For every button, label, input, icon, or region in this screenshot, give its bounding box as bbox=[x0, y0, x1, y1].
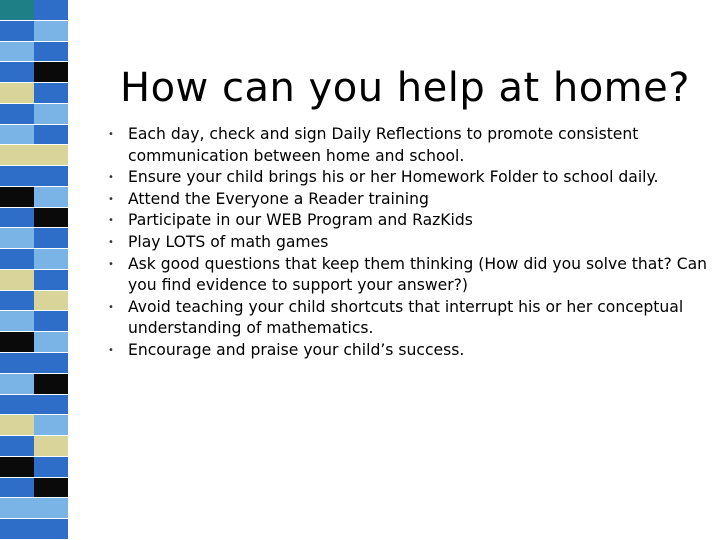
bullet-dot-icon: • bbox=[108, 236, 114, 248]
stripe-segment bbox=[0, 270, 34, 291]
bullet-text: Play LOTS of math games bbox=[128, 232, 329, 251]
stripe-segment bbox=[0, 187, 34, 208]
stripe-segment bbox=[0, 519, 34, 540]
stripe-segment bbox=[0, 353, 34, 374]
bullet-dot-icon: • bbox=[108, 258, 114, 270]
bullet-text: Avoid teaching your child shortcuts that interrupt his or her conceptual understanding of mathematics. bbox=[128, 297, 684, 338]
stripe-segment bbox=[34, 415, 68, 436]
slide-title: How can you help at home? bbox=[120, 64, 690, 111]
bullet-item bbox=[108, 232, 713, 254]
bullet-dot-icon: • bbox=[108, 344, 114, 356]
stripe-column-right bbox=[34, 0, 68, 540]
decorative-stripe-bar bbox=[0, 0, 68, 540]
bullet-item bbox=[108, 210, 713, 232]
bullet-text: Encourage and praise your child’s success. bbox=[128, 340, 465, 359]
stripe-segment bbox=[34, 62, 68, 83]
stripe-segment bbox=[34, 0, 68, 21]
stripe-segment bbox=[34, 353, 68, 374]
bullet-text: Each day, check and sign Daily Reflections to promote consistent communication between home and school. bbox=[128, 125, 639, 165]
stripe-segment bbox=[0, 374, 34, 395]
stripe-segment bbox=[0, 21, 34, 42]
stripe-segment bbox=[0, 395, 34, 416]
stripe-segment bbox=[34, 311, 68, 332]
bullet-dot-icon: • bbox=[108, 193, 114, 205]
stripe-segment bbox=[0, 332, 34, 353]
stripe-segment bbox=[34, 104, 68, 125]
bullet-item bbox=[108, 297, 713, 340]
bullet-text: Attend the Everyone a Reader training bbox=[128, 189, 429, 208]
stripe-segment bbox=[34, 42, 68, 63]
stripe-segment bbox=[0, 42, 34, 63]
stripe-segment bbox=[34, 436, 68, 457]
bullet-dot-icon: • bbox=[108, 215, 114, 227]
stripe-segment bbox=[0, 145, 34, 166]
stripe-segment bbox=[34, 291, 68, 312]
stripe-segment bbox=[0, 249, 34, 270]
bullet-item bbox=[108, 124, 713, 167]
stripe-segment bbox=[0, 498, 34, 519]
stripe-segment bbox=[0, 457, 34, 478]
stripe-segment bbox=[34, 457, 68, 478]
bullet-item bbox=[108, 340, 713, 362]
stripe-segment bbox=[0, 166, 34, 187]
bullet-text: Participate in our WEB Program and RazKids bbox=[128, 211, 473, 230]
stripe-segment bbox=[34, 332, 68, 353]
stripe-segment bbox=[0, 125, 34, 146]
stripe-segment bbox=[34, 228, 68, 249]
stripe-segment bbox=[0, 0, 34, 21]
stripe-segment bbox=[34, 249, 68, 270]
stripe-segment bbox=[34, 125, 68, 146]
stripe-segment bbox=[34, 83, 68, 104]
bullet-list bbox=[108, 124, 713, 362]
stripe-segment bbox=[34, 145, 68, 166]
stripe-column-left bbox=[0, 0, 34, 540]
stripe-segment bbox=[34, 270, 68, 291]
stripe-segment bbox=[34, 498, 68, 519]
bullet-item bbox=[108, 189, 713, 211]
stripe-segment bbox=[34, 374, 68, 395]
stripe-segment bbox=[0, 311, 34, 332]
stripe-segment bbox=[34, 166, 68, 187]
stripe-segment bbox=[34, 478, 68, 499]
stripe-segment bbox=[34, 395, 68, 416]
bullet-text: Ensure your child brings his or her Homework Folder to school daily. bbox=[128, 168, 659, 187]
stripe-segment bbox=[34, 187, 68, 208]
stripe-segment bbox=[0, 104, 34, 125]
stripe-segment bbox=[0, 208, 34, 229]
bullet-dot-icon: • bbox=[108, 129, 114, 140]
stripe-segment bbox=[0, 83, 34, 104]
stripe-segment bbox=[0, 478, 34, 499]
stripe-segment bbox=[34, 208, 68, 229]
stripe-segment bbox=[0, 228, 34, 249]
stripe-segment bbox=[34, 519, 68, 540]
stripe-segment bbox=[0, 291, 34, 312]
bullet-dot-icon: • bbox=[108, 301, 114, 313]
stripe-segment bbox=[0, 436, 34, 457]
bullet-item bbox=[108, 254, 713, 297]
stripe-segment bbox=[34, 21, 68, 42]
stripe-segment bbox=[0, 62, 34, 83]
stripe-segment bbox=[0, 415, 34, 436]
bullet-dot-icon: • bbox=[108, 172, 114, 184]
bullet-text: Ask good questions that keep them thinking (How did you solve that? Can you find evidence to support your answer?) bbox=[128, 254, 708, 295]
bullet-item bbox=[108, 167, 713, 189]
